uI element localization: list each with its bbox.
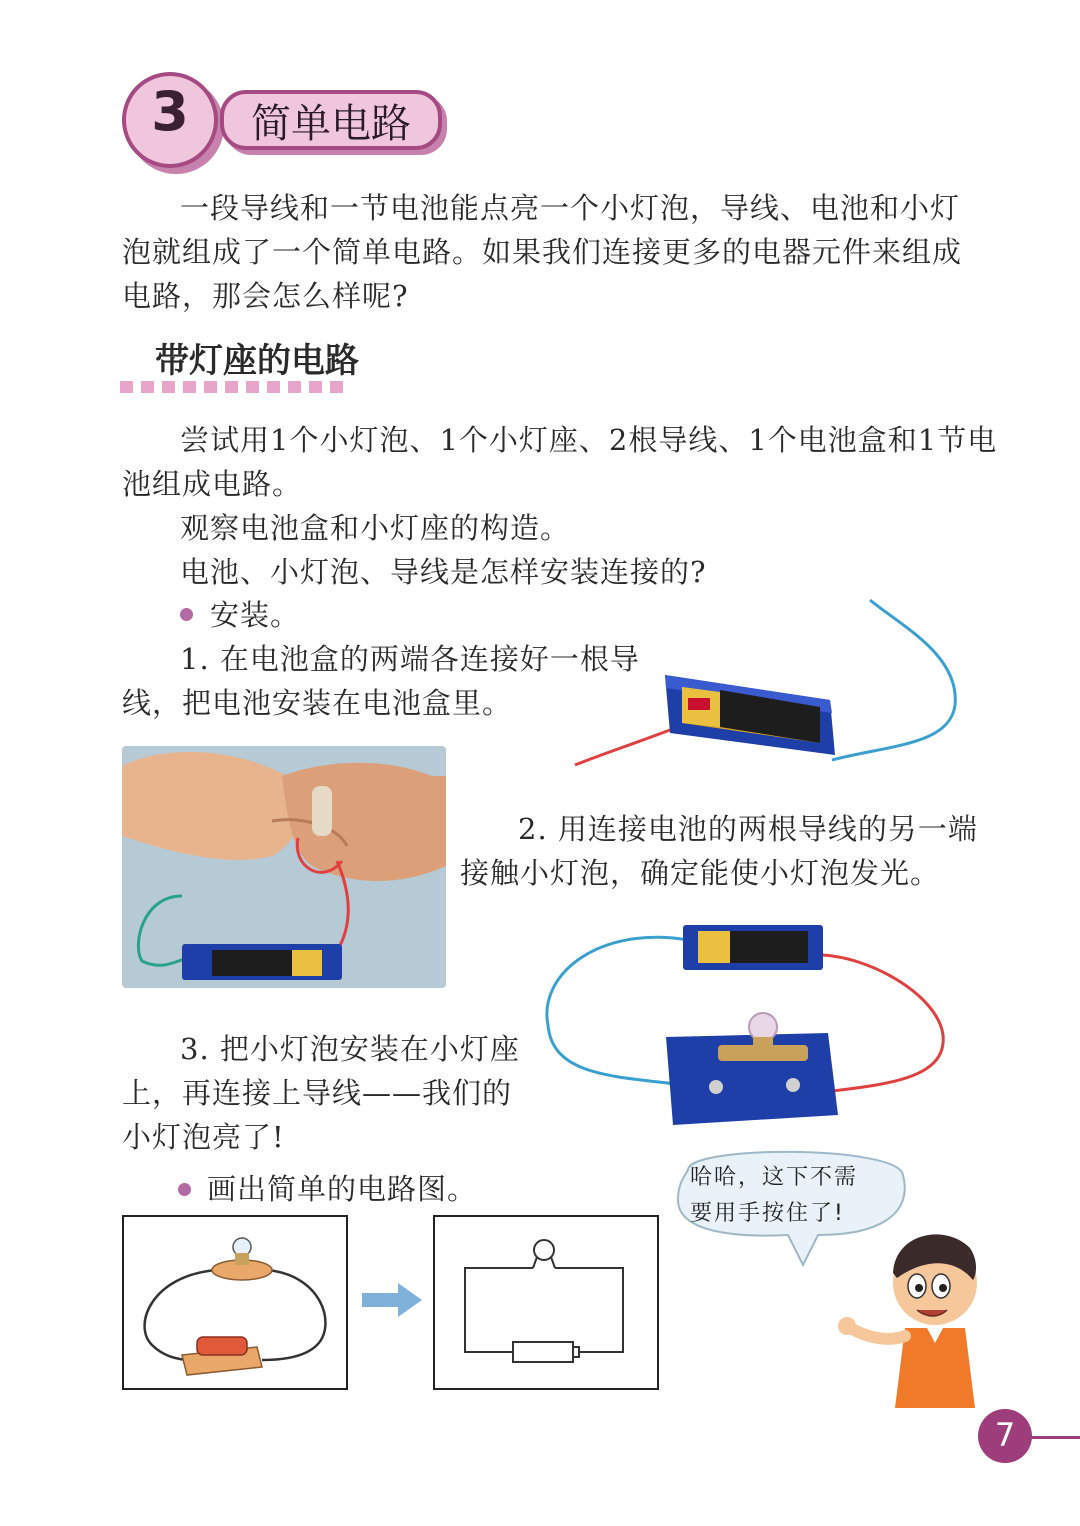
bulb-icon — [312, 786, 332, 836]
boy-character-illustration — [835, 1218, 985, 1408]
bullet-icon — [180, 608, 193, 621]
circuit-sketch-illustration — [122, 1215, 348, 1390]
circuit-diagram — [433, 1215, 659, 1390]
speech-line-2: 要用手按住了! — [690, 1201, 845, 1226]
hands-bulb-photo — [122, 746, 446, 988]
task-line-2: 池组成电路。 — [122, 467, 303, 501]
task-line-1: 尝试用1个小灯泡、1个小灯座、2根导线、1个电池盒和1节电 — [180, 423, 998, 457]
arrow-right-icon — [362, 1283, 422, 1317]
battery-holder-photo — [570, 595, 970, 780]
battery-icon — [197, 1337, 247, 1355]
speech-line-1: 哈哈，这下不需 — [690, 1165, 859, 1190]
page-number-rule — [1030, 1436, 1080, 1439]
question-text: 电池、小灯泡、导线是怎样安装连接的? — [180, 555, 707, 589]
draw-label: 画出简单的电路图。 — [207, 1172, 478, 1206]
step-3-line-3: 小灯泡亮了! — [122, 1120, 285, 1154]
intro-line-3: 电路，那会怎么样呢? — [122, 279, 409, 313]
step-2-line-1: 2. 用连接电池的两根导线的另一端 — [518, 812, 978, 846]
battery-symbol-icon — [513, 1342, 573, 1362]
install-label: 安装。 — [210, 598, 301, 632]
step-1-line-2: 线，把电池安装在电池盒里。 — [122, 686, 513, 720]
bullet-icon — [178, 1183, 191, 1196]
bulb-icon — [749, 1013, 777, 1041]
battery-label-icon — [688, 698, 710, 710]
observe-text: 观察电池盒和小灯座的构造。 — [180, 511, 571, 545]
step-1-line-1: 1. 在电池盒的两端各连接好一根导 — [180, 642, 640, 676]
intro-line-1: 一段导线和一节电池能点亮一个小灯泡，导线、电池和小灯 — [180, 191, 961, 225]
lesson-title: 简单电路 — [251, 101, 411, 147]
bulb-holder-circuit-photo — [538, 915, 958, 1140]
step-2-line-2: 接触小灯泡，确定能使小灯泡发光。 — [460, 856, 941, 890]
page-number: 7 — [994, 1416, 1016, 1454]
section-divider — [120, 381, 370, 393]
step-3-line-1: 3. 把小灯泡安装在小灯座 — [180, 1032, 520, 1066]
intro-line-2: 泡就组成了一个简单电路。如果我们连接更多的电器元件来组成 — [122, 235, 963, 269]
lesson-number: 3 — [151, 80, 189, 143]
section-heading: 带灯座的电路 — [155, 341, 359, 381]
step-3-line-2: 上，再连接上导线——我们的 — [122, 1076, 513, 1110]
